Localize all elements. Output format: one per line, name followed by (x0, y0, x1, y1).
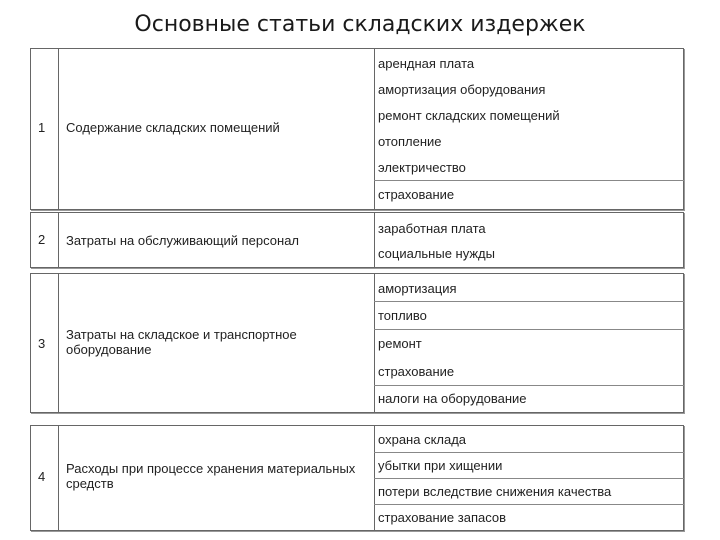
cost-group-3 (30, 273, 684, 413)
cost-item: страхование (374, 180, 684, 208)
cost-category-name: Затраты на обслуживающий персонал (66, 233, 300, 248)
column-divider (58, 425, 59, 531)
cost-item: охрана склада (378, 431, 467, 447)
cost-item: ремонт (374, 329, 684, 357)
cost-group-4 (30, 425, 684, 531)
cost-item: амортизация (378, 280, 457, 296)
cost-item: заработная плата (378, 220, 486, 236)
row-number: 4 (38, 469, 46, 484)
cost-item: амортизация оборудования (378, 81, 546, 97)
cost-item: топливо (374, 301, 684, 329)
column-divider (58, 48, 59, 210)
cost-item: страхование запасов (374, 504, 684, 529)
column-divider (58, 212, 59, 268)
page-title: Основные статьи складских издержек (134, 12, 586, 37)
cost-category-name: Содержание складских помещений (66, 120, 280, 135)
cost-category-name: Расходы при процессе хранения материальных средств (66, 461, 356, 491)
cost-item: отопление (378, 133, 442, 149)
cost-item: электричество (378, 159, 466, 175)
row-number: 3 (38, 336, 46, 351)
cost-item: социальные нужды (378, 245, 495, 261)
cost-group-2 (30, 212, 684, 268)
cost-item: убытки при хищении (374, 452, 684, 478)
row-number: 1 (38, 120, 46, 135)
row-number: 2 (38, 232, 46, 247)
cost-item: потери вследствие снижения качества (374, 478, 684, 504)
cost-category-name: Затраты на складское и транспортное оборудование (66, 327, 297, 357)
cost-item: налоги на оборудование (374, 385, 684, 411)
cost-group-1 (30, 48, 684, 210)
cost-item: ремонт складских помещений (378, 107, 560, 123)
column-divider (58, 273, 59, 413)
cost-item: страхование (378, 363, 455, 379)
cost-item: арендная плата (378, 55, 475, 71)
